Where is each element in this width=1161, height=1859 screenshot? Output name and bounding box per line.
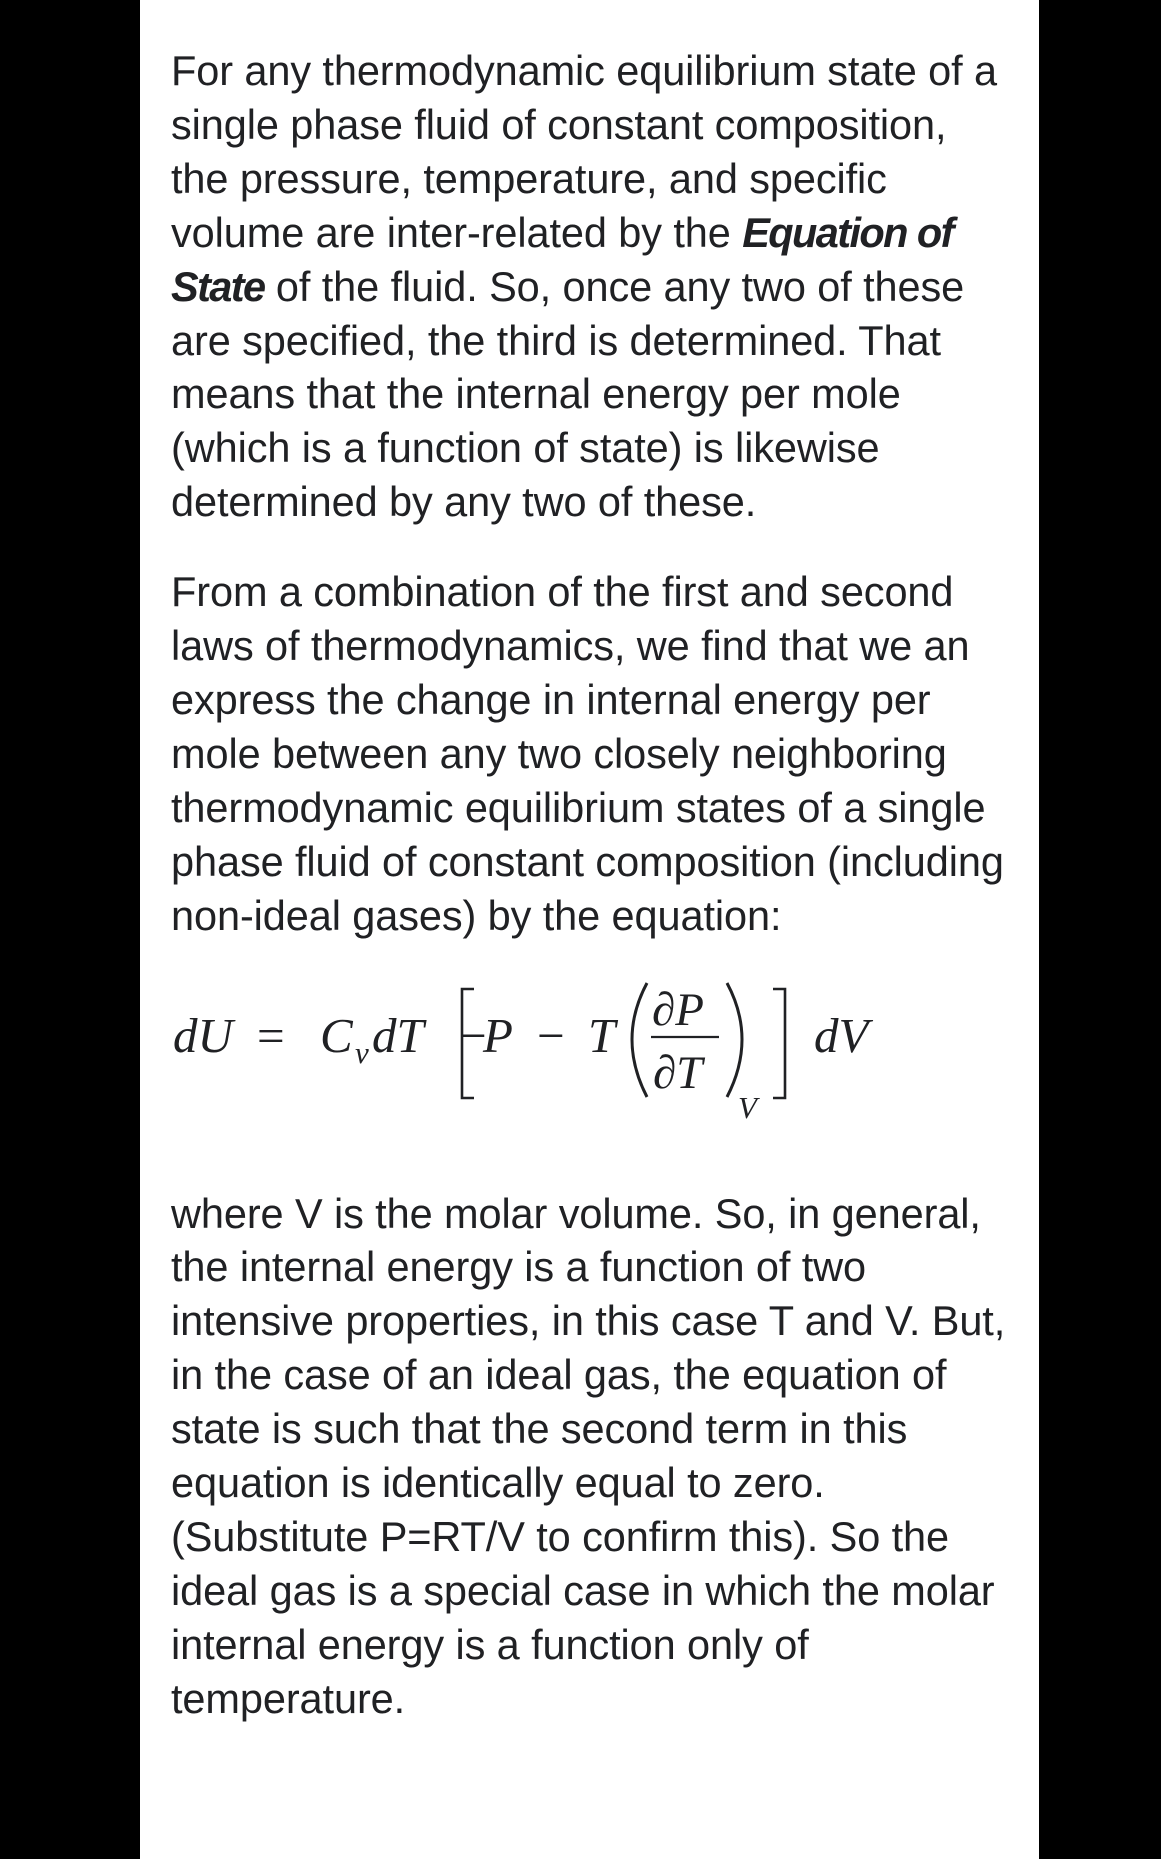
eq-cv: C	[320, 1007, 353, 1063]
paragraph-ideal-gas: where V is the molar volume. So, in general, the internal energy is a function of two intensive properties, in this case T and V. But, in the case of an ideal gas, the equation of state is such that the second term in this equation is identically equal to zero. (Substitute P=RT/V to confirm this). So the ideal gas is a special case in which the molar internal energy is a function only of temperature.	[171, 1189, 1006, 1722]
left-parenthesis	[632, 983, 647, 1097]
paragraph-text: of the fluid. So, once any two of these are specified, the third is determined. That means that the internal energy per mole (which is a function of state) is likewise determined by any two of these.	[171, 262, 965, 526]
right-square-bracket	[773, 989, 785, 1098]
right-parenthesis	[727, 983, 742, 1097]
eq-minus-2: −	[537, 1007, 565, 1063]
eq-lhs: dU	[173, 1007, 233, 1063]
eq-dt: dT	[372, 1007, 424, 1063]
eq-denominator: ∂T	[653, 1046, 703, 1099]
eq-equals: =	[257, 1007, 285, 1063]
paragraph-equation-of-state	[171, 44, 1009, 529]
article-card	[140, 0, 1039, 1859]
eq-subscript-v: V	[738, 1089, 757, 1125]
eq-bracket-t: T	[588, 1007, 616, 1063]
paragraph-laws-of-thermodynamics: From a combination of the first and second laws of thermodynamics, we find that we an express the change in internal energy per mole between any two closely neighboring thermodynamic equilibrium states of a single phase fluid of constant composition (including non-ideal gases) by the equation:	[171, 568, 1004, 939]
eq-bracket-p: P	[483, 1007, 513, 1063]
internal-energy-equation	[171, 981, 1009, 1139]
emphasis-equation-of-state: Equation of State	[171, 208, 953, 310]
eq-minus-1: −	[459, 1007, 487, 1063]
eq-cv-subscript: v	[355, 1034, 369, 1070]
equation-svg	[171, 981, 1001, 1139]
eq-dv: dV	[814, 1007, 869, 1063]
eq-numerator: ∂P	[652, 983, 704, 1036]
paragraph-text: For any thermodynamic equilibrium state of a single phase fluid of constant composition, the pressure, temperature, and specific volume are inter-related by the	[171, 47, 997, 256]
